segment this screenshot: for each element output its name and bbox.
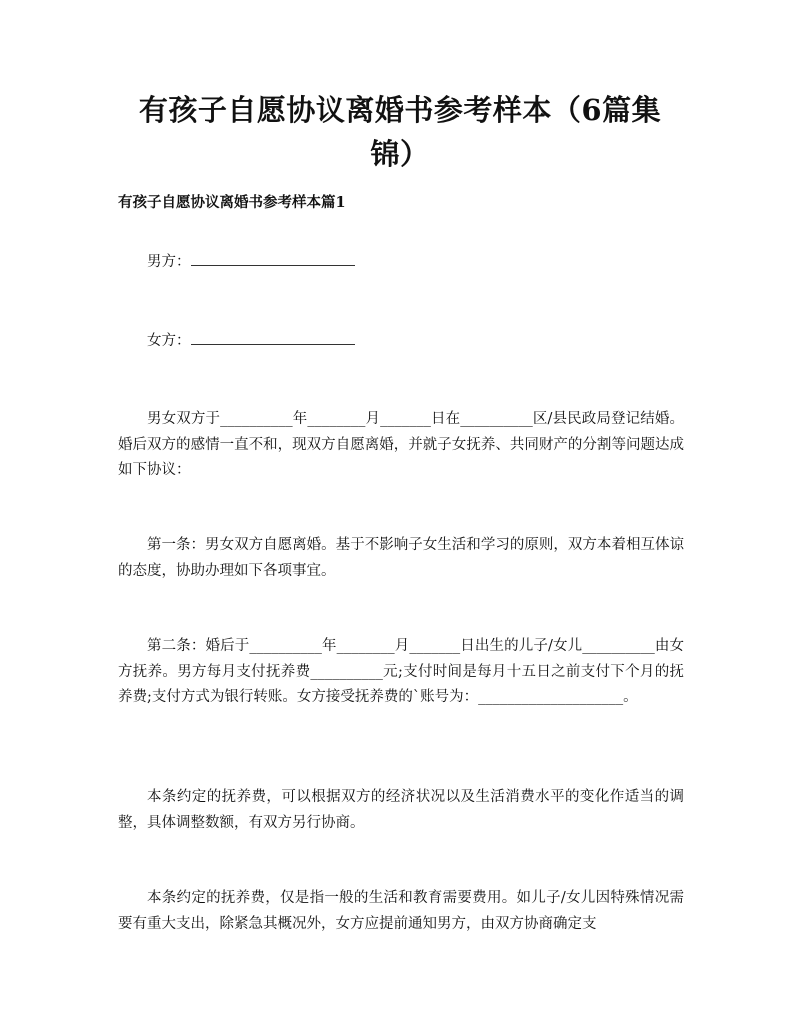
female-party-field bbox=[118, 329, 355, 354]
paragraph-support-adjustment: 本条约定的抚养费，可以根据双方的经济状况以及生活消费水平的变化作适当的调整，具体调整数额，有双方另行协商。 bbox=[118, 789, 684, 831]
document-title: 有孩子自愿协议离婚书参考样本（6篇集锦） bbox=[138, 93, 662, 171]
male-party-label: 男方： bbox=[147, 254, 191, 270]
female-party-blank bbox=[191, 330, 355, 345]
paragraph-article-1: 第一条：男女双方自愿离婚。基于不影响子女生活和学习的原则，双方本着相互体谅的态度，协助办理如下各项事宜。 bbox=[118, 537, 684, 579]
male-party-blank bbox=[191, 251, 355, 266]
paragraph-marriage-registration: 男女双方于__________年________月_______日在__________区/县民政局登记结婚。婚后双方的感情一直不和，现双方自愿离婚，并就子女抚养、共同财产的分割等问题达成如下协议： bbox=[118, 411, 684, 478]
female-party-label: 女方： bbox=[147, 333, 191, 349]
paragraph-support-scope: 本条约定的抚养费，仅是指一般的生活和教育需要费用。如儿子/女儿因特殊情况需要有重大支出，除紧急其概况外，女方应提前通知男方，由双方协商确定支 bbox=[118, 890, 684, 932]
section-heading: 有孩子自愿协议离婚书参考样本篇1 bbox=[118, 194, 346, 211]
male-party-field bbox=[118, 250, 355, 275]
paragraph-article-2: 第二条：婚后于__________年________月_______日出生的儿子/女儿__________由女方抚养。男方每月支付抚养费__________元;支付时间是每月十五日之前支付下个月的抚养费;支付方式为银行转账。女方接受抚养费的`账号为：____________________。 bbox=[118, 638, 684, 705]
